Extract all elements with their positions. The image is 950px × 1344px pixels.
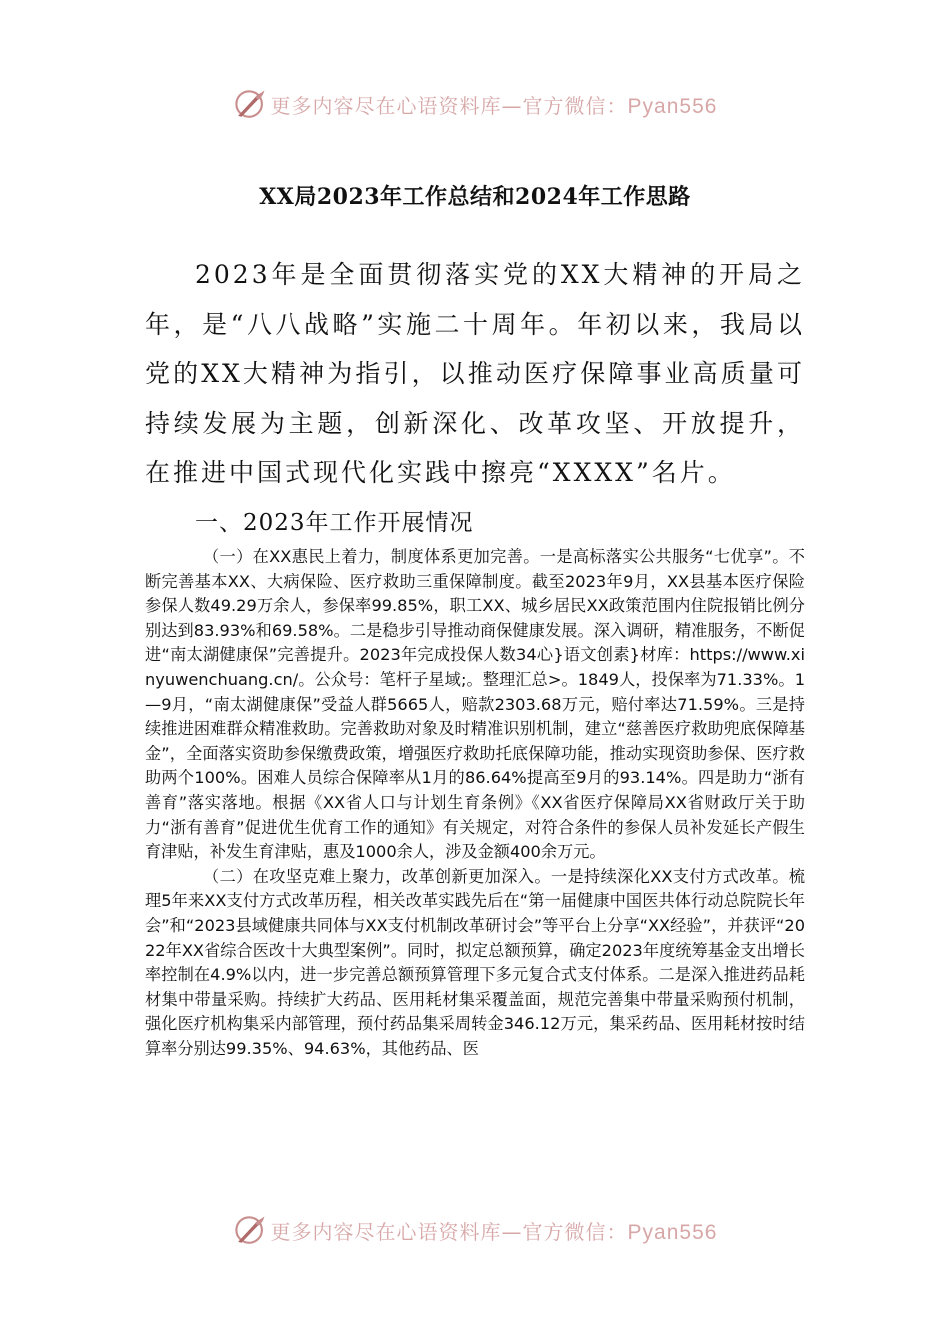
watermark-text: 更多内容尽在心语资料库—官方微信：Pyan556 <box>270 93 718 118</box>
paragraph-2: （二）在攻坚克难上聚力，改革创新更加深入。一是持续深化XX支付方式改革。梳理5年来XX支付方式改革历程，相关改革实践先后在“第一届健康中国医共体行动总院院长年会”和“2023县域健康共同体与XX支付机制改革研讨会”等平台上分享“XX经验”，并获评“2022年XX省综合医改十大典型案例”。同时，拟定总额预算，确定2023年度统筹基金支出增长率控制在4.9%以内，进一步完善总额预算管理下多元复合式支付体系。二是深入推进药品耗材集中带量采购。持续扩大药品、医用耗材集采覆盖面，规范完善集中带量采购预付机制，强化医疗机构集采内部管理，预付药品集采周转金346.12万元，集采药品、医用耗材按时结算率分别达99.35%、94.63%，其他药品、医 <box>145 866 805 1058</box>
watermark-text: 更多内容尽在心语资料库—官方微信：Pyan556 <box>270 1219 718 1244</box>
watermark-banner-top <box>0 84 950 124</box>
wechat-id: Pyan556 <box>627 94 718 118</box>
wechat-id: Pyan556 <box>627 1220 718 1244</box>
quill-pen-icon <box>233 87 267 121</box>
watermark-banner-bottom <box>0 1210 950 1250</box>
paragraph-1: （一）在XX惠民上着力，制度体系更加完善。一是高标落实公共服务“七优享”。不断完善基本XX、大病保险、医疗救助三重保障制度。截至2023年9月，XX县基本医疗保险参保人数49.29万余人，参保率99.85%，职工XX、城乡居民XX政策范围内住院报销比例分别达到83.93%和69.58%。二是稳步引导推动商保健康发展。深入调研，精准服务，不断促进“南太湖健康保”完善提升。2023年完成投保人数34心}语文创素}材库：https://www.xinyuwenchuang.cn/。公众号：笔杆子星域;。整理汇总>。1849人，投保率为71.33%。1—9月，“南太湖健康保”受益人群5665人，赔款2303.68万元，赔付率达71.59%。三是持续推进困难群众精准救助。完善救助对象及时精准识别机制，建立“慈善医疗救助兜底保障基金”，全面落实资助参保缴费政策，增强医疗救助托底保障功能，推动实现资助参保、医疗救助两个100%。困难人员综合保障率从1月的86.64%提高至9月的93.14%。四是助力“浙有善育”落实落地。根据《XX省人口与计划生育条例》《XX省医疗保障局XX省财政厅关于助力“浙有善育”促进优生优育工作的通知》有关规定，对符合条件的参保人员补发延长产假生育津贴，补发生育津贴，惠及1000余人，涉及金额400余万元。 <box>145 547 805 862</box>
body-text <box>145 545 805 1061</box>
section-heading: 一、2023年工作开展情况 <box>195 510 474 536</box>
intro-paragraph: 2023年是全面贯彻落实党的XX大精神的开局之年，是“八八战略”实施二十周年。年初以来，我局以党的XX大精神为指引，以推动医疗保障事业高质量可持续发展为主题，创新深化、改革攻坚、开放提升，在推进中国式现代化实践中擦亮“XXXX”名片。 <box>145 260 805 487</box>
quill-pen-icon <box>233 1213 267 1247</box>
document-title: XX局2023年工作总结和2024年工作思路 <box>259 184 691 210</box>
